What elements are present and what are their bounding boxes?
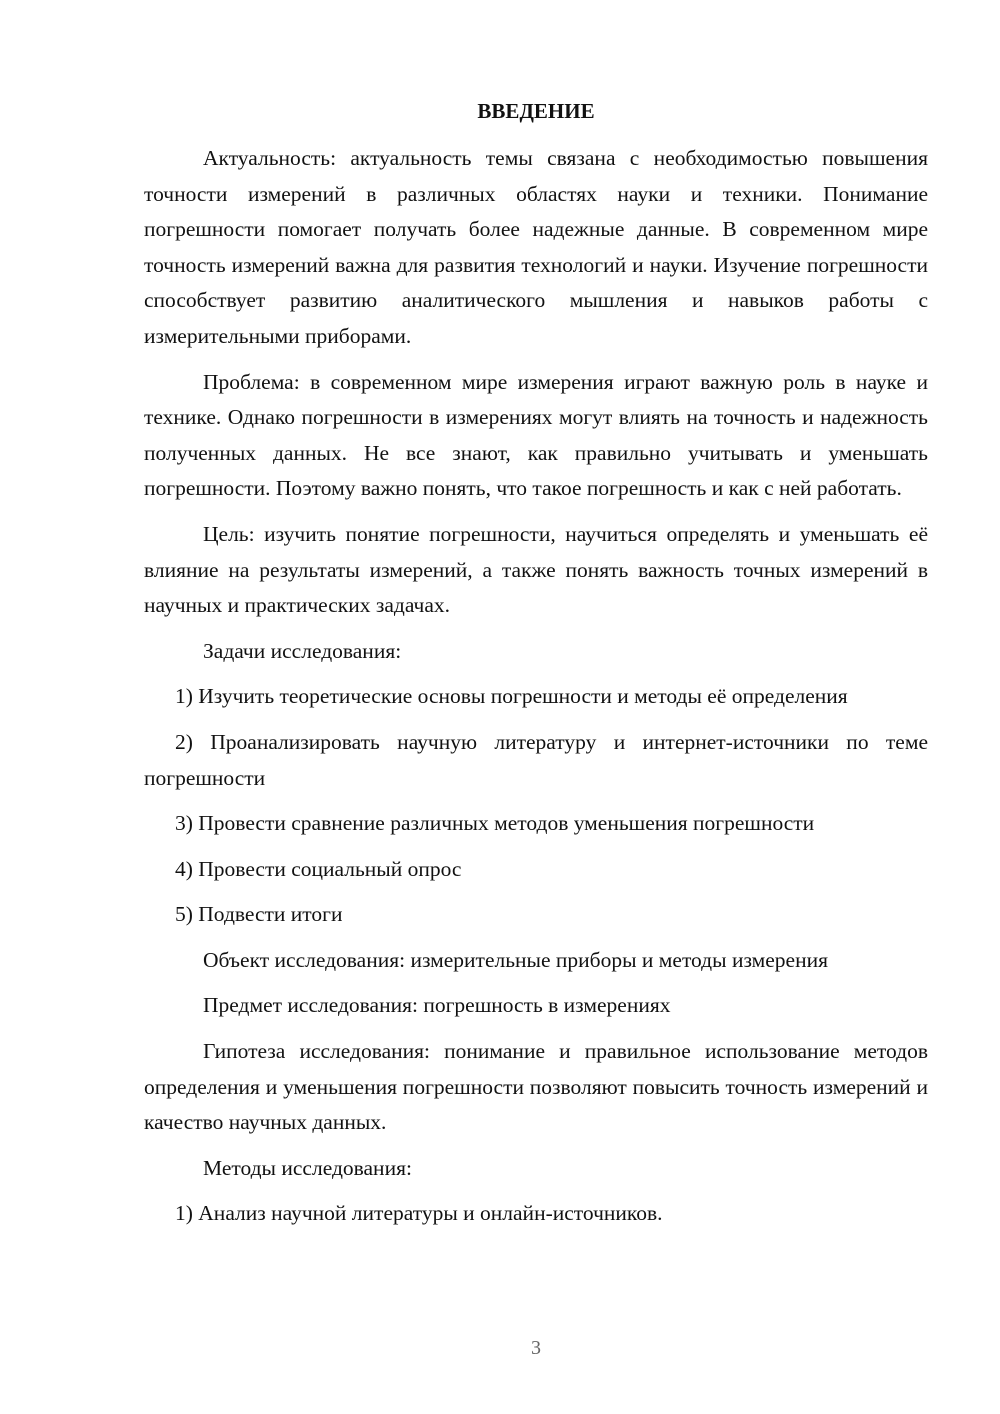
task-item-1: 1) Изучить теоретические основы погрешности и методы её определения	[175, 684, 848, 709]
page-number: 3	[531, 1337, 541, 1359]
method-item-1: 1) Анализ научной литературы и онлайн-источников.	[175, 1201, 663, 1226]
hypothesis-paragraph: Гипотеза исследования: понимание и правильное использование методов определения и уменьшения погрешности позволяют повысить точность измерений и качество научных данных.	[144, 1039, 928, 1135]
subject-paragraph: Предмет исследования: погрешность в измерениях	[203, 993, 671, 1018]
relevance-paragraph: Актуальность: актуальность темы связана с необходимостью повышения точности измерений в различных областях науки и техники. Понимание погрешности помогает получать более надежные данные. В современном мире точность измерений важна для развития технологий и науки. Изучение погрешности способствует развитию аналитического мышления и навыков работы с измерительными приборами.	[144, 146, 928, 348]
methods-title: Методы исследования:	[203, 1155, 412, 1180]
task-item-4: 4) Провести социальный опрос	[175, 856, 462, 881]
object-paragraph: Объект исследования: измерительные приборы и методы измерения	[203, 947, 828, 972]
page-body	[144, 141, 928, 1242]
task-item-2: 2) Проанализировать научную литературу и интернет-источники по теме погрешности	[144, 729, 928, 790]
tasks-title: Задачи исследования:	[203, 638, 402, 663]
task-item-5: 5) Подвести итоги	[175, 902, 343, 927]
goal-paragraph: Цель: изучить понятие погрешности, научиться определять и уменьшать её влияние на результаты измерений, а также понять важность точных измерений в научных и практических задачах.	[144, 521, 928, 618]
problem-paragraph: Проблема: в современном мире измерения играют важную роль в науке и технике. Однако погрешности в измерениях могут влиять на точность и надежность полученных данных. Не все знают, как правильно учитывать и уменьшать погрешности. Поэтому важно понять, что такое погрешность и как с ней работать.	[144, 369, 928, 501]
task-item-3: 3) Провести сравнение различных методов уменьшения погрешности	[175, 811, 815, 836]
section-heading: ВВЕДЕНИЕ	[477, 99, 595, 123]
